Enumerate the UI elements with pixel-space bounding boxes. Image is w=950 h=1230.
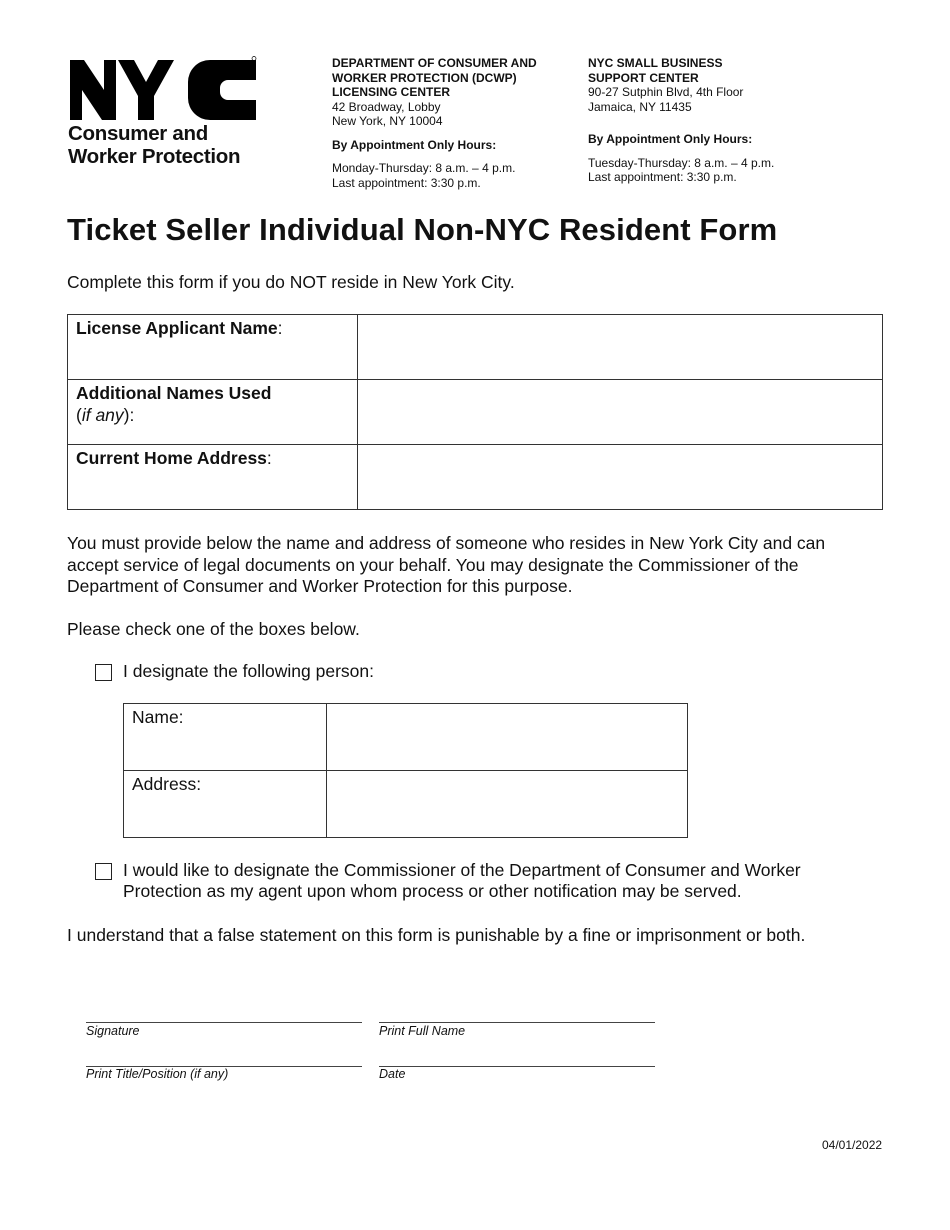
- home-address-value: [358, 445, 882, 447]
- sbs-address-line1: 90-27 Sutphin Blvd, 4th Floor: [588, 85, 744, 99]
- revision-date: 04/01/2022: [822, 1138, 883, 1152]
- designate-commissioner-checkbox[interactable]: [95, 863, 112, 880]
- sbs-name-line1: NYC SMALL BUSINESS: [588, 56, 723, 70]
- sbs-address-line2: Jamaica, NY 11435: [588, 99, 692, 114]
- signature-label: Signature: [86, 1024, 140, 1038]
- designate-person-label: I designate the following person:: [123, 661, 374, 681]
- form-intro: Complete this form if you do NOT reside in New York City.: [67, 272, 515, 292]
- dcwp-address-line1: 42 Broadway, Lobby: [332, 99, 441, 114]
- agent-name-row: [124, 704, 688, 771]
- dcwp-hours-label: By Appointment Only Hours:: [332, 137, 497, 152]
- false-statement-notice: I understand that a false statement on this form is punishable by a fine or imprisonment or both.: [67, 925, 806, 945]
- nyc-logo-mark: [68, 56, 258, 122]
- dcwp-name-line3: LICENSING CENTER: [332, 85, 451, 99]
- additional-names-value: [358, 380, 882, 382]
- check-instruction: Please check one of the boxes below.: [67, 619, 360, 639]
- full-name-line[interactable]: [379, 1022, 655, 1023]
- service-of-process-paragraph: You must provide below the name and address of someone who resides in New York City and can accept service of legal documents on your behalf. You may designate the Commissioner of the Department of Consumer and Worker Protection for this purpose.: [67, 533, 826, 596]
- sbs-hours-label: By Appointment Only Hours:: [588, 132, 753, 146]
- date-label: Date: [379, 1067, 406, 1081]
- agent-name-field[interactable]: [327, 704, 688, 771]
- agent-address-row: [124, 771, 688, 838]
- agent-address-label: Address:: [132, 774, 202, 794]
- date-line[interactable]: [379, 1066, 655, 1067]
- applicant-name-value: [358, 315, 882, 317]
- home-address-row: [68, 445, 883, 510]
- additional-names-field[interactable]: [358, 380, 883, 445]
- home-address-field[interactable]: [358, 445, 883, 510]
- home-address-label-cell: Current Home Address:: [68, 445, 358, 510]
- agent-name-value: [327, 704, 687, 706]
- home-address-label: Current Home Address: [76, 448, 267, 468]
- form-title: Ticket Seller Individual Non-NYC Resident Form: [67, 212, 778, 247]
- dcwp-address-line2: New York, NY 10004: [332, 114, 443, 128]
- sbs-contact-block: [588, 56, 828, 185]
- signature-line[interactable]: [86, 1022, 362, 1023]
- logo-line-worker-protection: Worker Protection: [68, 145, 241, 168]
- dcwp-name-line1: DEPARTMENT OF CONSUMER AND: [332, 56, 537, 70]
- dcwp-hours-line2: Last appointment: 3:30 p.m.: [332, 175, 481, 190]
- additional-names-row: [68, 380, 883, 445]
- designate-commissioner-label: I would like to designate the Commissioner of the Department of Consumer and Worker Protection as my agent upon whom process or other notification may be served.: [123, 860, 801, 901]
- dcwp-contact-block: [332, 56, 572, 190]
- dcwp-logo: [68, 56, 263, 168]
- additional-names-label: Additional Names Used: [76, 383, 272, 403]
- applicant-name-label-cell: License Applicant Name:: [68, 315, 358, 380]
- agent-address-label-cell: [124, 771, 327, 838]
- applicant-name-field[interactable]: [358, 315, 883, 380]
- agent-address-field[interactable]: [327, 771, 688, 838]
- full-name-label: Print Full Name: [379, 1024, 466, 1038]
- agent-info-table: [123, 703, 688, 838]
- applicant-name-row: [68, 315, 883, 380]
- agent-address-value: [327, 771, 687, 773]
- additional-names-label-cell: Additional Names Used (if any):: [68, 380, 358, 445]
- agent-name-label-cell: [124, 704, 327, 771]
- logo-line-consumer: Consumer and: [68, 122, 208, 145]
- sbs-name-line2: SUPPORT CENTER: [588, 70, 699, 85]
- designate-person-checkbox[interactable]: [95, 664, 112, 681]
- applicant-info-table: [67, 314, 883, 510]
- dcwp-hours-line1: Monday-Thursday: 8 a.m. – 4 p.m.: [332, 161, 516, 175]
- dcwp-name-line2: WORKER PROTECTION (DCWP): [332, 70, 517, 85]
- sbs-hours-line1: Tuesday-Thursday: 8 a.m. – 4 p.m.: [588, 155, 775, 170]
- sbs-hours-line2: Last appointment: 3:30 p.m.: [588, 170, 737, 184]
- title-position-label: Print Title/Position (if any): [86, 1067, 229, 1081]
- additional-names-qualifier: if any: [81, 405, 124, 425]
- applicant-name-label: License Applicant Name: [76, 318, 278, 338]
- agent-name-label: Name:: [132, 707, 184, 727]
